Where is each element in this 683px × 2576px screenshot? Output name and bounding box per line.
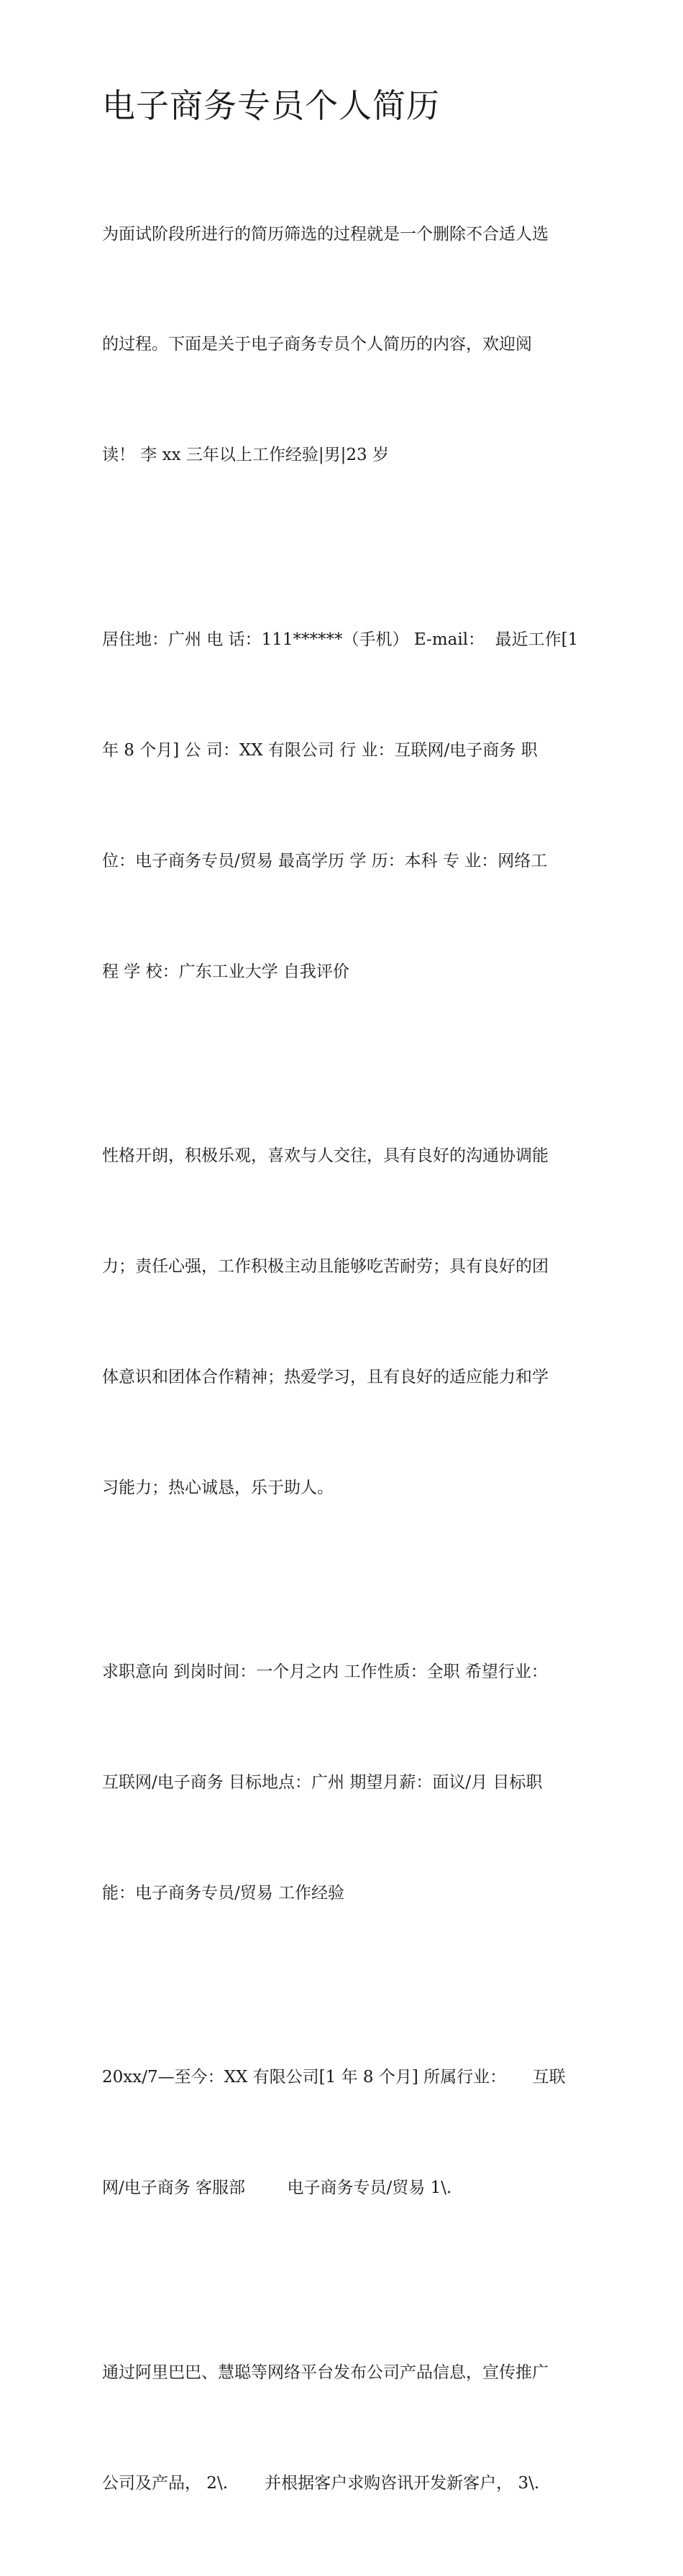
text-line: 居住地：广州 电 话：111******（手机） E-mail： 最近工作[1 [102, 630, 579, 649]
document-title: 电子商务专员个人简历 [102, 86, 440, 125]
text-line: 性格开朗，积极乐观，喜欢与人交往，具有良好的沟通协调能 [102, 1146, 549, 1166]
paragraph-work-experience [102, 1986, 584, 2281]
text-line: 公司及产品， 2\. 并根据客户求购咨讯开发新客户， 3\. [102, 2473, 540, 2493]
text-line: 的过程。下面是关于电子商务专员个人简历的内容，欢迎阅 [102, 335, 532, 354]
text-line: 读！ 李 xx 三年以上工作经验|男|23 岁 [102, 446, 389, 465]
paragraph-basic-info [102, 548, 584, 1064]
text-line: 习能力；热心诚恳，乐于助人。 [102, 1478, 334, 1497]
text-line: 位：电子商务专员/贸易 最高学历 学 历：本科 专 业：网络工 [102, 851, 548, 870]
text-line: 为面试阶段所进行的简历筛选的过程就是一个删除不合适人选 [102, 224, 549, 244]
text-line: 力；责任心强，工作积极主动且能够吃苦耐劳；具有良好的团 [102, 1256, 549, 1276]
text-line: 程 学 校：广东工业大学 自我评价 [102, 962, 349, 981]
text-line: 20xx/7—至今：XX 有限公司[1 年 8 个月] 所属行业： 互联 [102, 2068, 566, 2087]
text-line: 互联网/电子商务 目标地点：广州 期望月薪：面议/月 目标职 [102, 1773, 543, 1793]
paragraph-duties [102, 2281, 584, 2575]
text-line: 能：电子商务专员/贸易 工作经验 [102, 1883, 345, 1903]
text-line: 网/电子商务 客服部 电子商务专员/贸易 1\. [102, 2179, 452, 2198]
paragraph-job-intention [102, 1581, 584, 1986]
text-line: 体意识和团体合作精神；热爱学习，且有良好的适应能力和学 [102, 1367, 549, 1386]
document-body [102, 142, 584, 2576]
paragraph-self-evaluation [102, 1064, 584, 1580]
text-line: 求职意向 到岗时间：一个月之内 工作性质：全职 希望行业： [102, 1662, 548, 1682]
text-line: 年 8 个月] 公 司：XX 有限公司 行 业：互联网/电子商务 职 [102, 740, 538, 760]
paragraph-intro [102, 142, 584, 548]
text-line: 通过阿里巴巴、慧聪等网络平台发布公司产品信息，宣传推广 [102, 2363, 549, 2382]
